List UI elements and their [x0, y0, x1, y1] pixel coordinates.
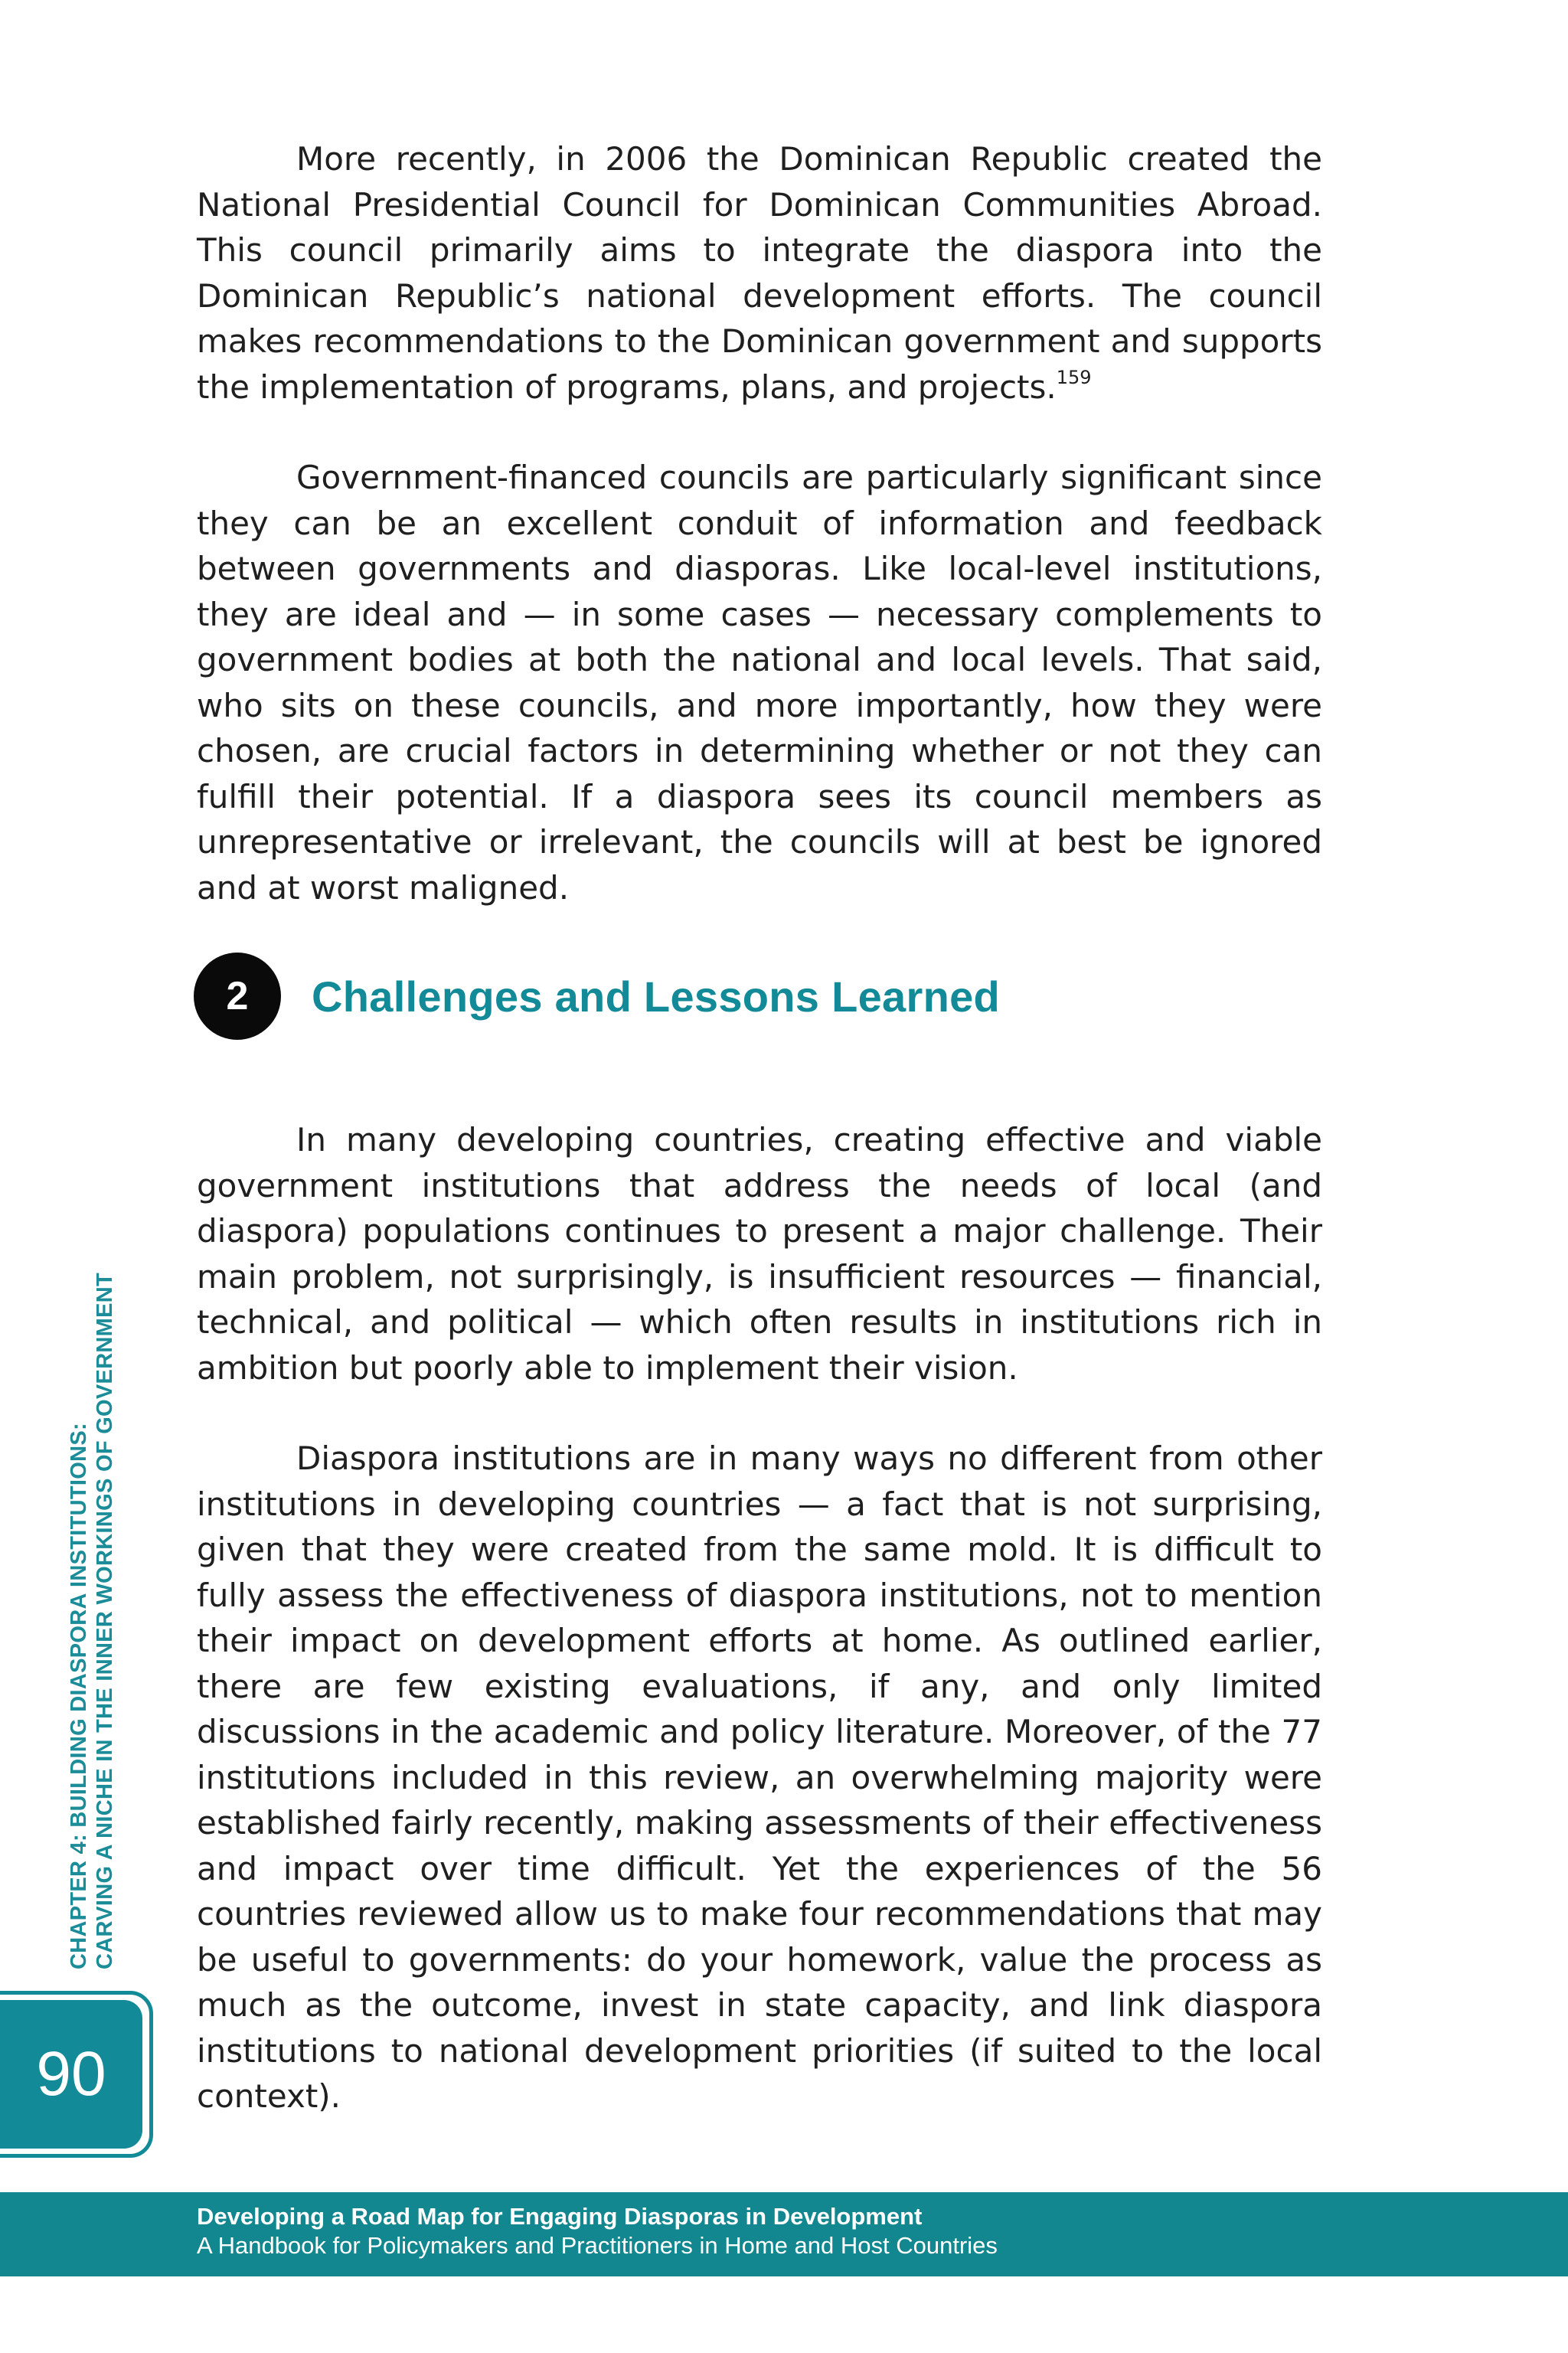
chapter-side-label — [66, 1250, 118, 1969]
footer-subtitle: A Handbook for Policymakers and Practitioners in Home and Host Countries — [197, 2232, 998, 2259]
section-heading — [194, 953, 1000, 1040]
chapter-side-line-1: CHAPTER 4: BUILDING DIASPORA INSTITUTIONS: — [67, 1423, 91, 1969]
chapter-side-line-2: CARVING A NICHE IN THE INNER WORKINGS OF GOVERNMENT — [93, 1272, 117, 1969]
page-number-tab — [0, 2000, 142, 2149]
paragraph-challenges: In many developing countries, creating effective and viable government institutions that address the needs of local (and diaspora) populations continues to present a major challenge. Their main problem, not surprisingly, is insufficient resources — financial, technical, and political — which often results in institutions rich in ambition but poorly able to implement their vision. — [197, 1121, 1322, 1387]
footnote-ref[interactable]: 159 — [1056, 366, 1092, 388]
paragraph-government-councils: Government-financed councils are particularly significant since they can be an excellent conduit of information and feedback between governments and diasporas. Like local-level institutions, they are ideal and — in some cases — necessary complements to government bodies at both the national and local levels. That said, who sits on these councils, and more importantly, how they were chosen, are crucial factors in determining whether or not they can fulfill their potential. If a diaspora sees its council members as unrepresentative or irrelevant, the councils will at best be ignored and at worst maligned. — [197, 459, 1322, 907]
paragraph-dominican-council: More recently, in 2006 the Dominican Republic created the National Presidential Council for Dominican Communities Abroad. This council primarily aims to integrate the diaspora into the Dominican Republic’s national development efforts. The council makes recommendations to the Dominican government and supports the implementation of programs, plans, and projects.$^{159}$ — [197, 140, 1322, 406]
section-title: Challenges and Lessons Learned — [312, 972, 1001, 1021]
paragraph-diaspora-institutions: Diaspora institutions are in many ways no different from other institutions in developing countries — a fact that is not surprising, given that they were created from the same mold. It is difficult to fully assess the effectiveness of diaspora institutions, not to mention their impact on development efforts at home. As outlined earlier, there are few existing evaluations, if any, and only limited discussions in the academic and policy literature. Moreover, of the 77 institutions included in this review, an overwhelming majority were established fairly recently, making assessments of their effectiveness and impact over time difficult. Yet the experiences of the 56 countries reviewed allow us to make four recommendations that may be useful to governments: do your homework, value the process as much as the outcome, invest in state capacity, and link diaspora institutions to national development priorities (if suited to the local context). — [197, 1440, 1322, 2115]
footer-bar — [0, 2192, 1568, 2276]
section-number-badge: 2 — [194, 953, 281, 1040]
footer-title: Developing a Road Map for Engaging Diasporas in Development — [197, 2203, 923, 2230]
body-text-top — [197, 136, 1322, 956]
body-text-bottom — [197, 1117, 1322, 2165]
page-number: 90 — [36, 2039, 106, 2109]
